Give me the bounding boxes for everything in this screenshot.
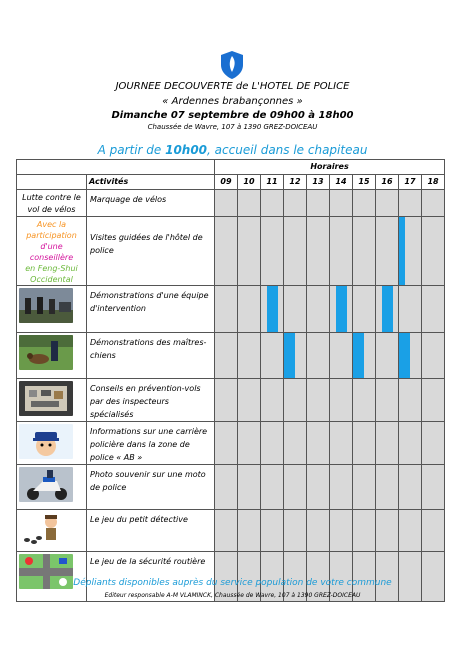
time-slot xyxy=(215,286,238,333)
subtitle-line: « Ardennes brabançonnes » xyxy=(162,96,303,107)
intervention-team-photo xyxy=(19,288,73,323)
time-slot xyxy=(215,333,238,379)
table-row xyxy=(17,217,445,286)
table-row xyxy=(17,379,445,422)
time-slot xyxy=(353,422,376,465)
time-slot xyxy=(261,190,284,217)
time-slot xyxy=(307,217,330,286)
time-slot xyxy=(215,379,238,422)
row-photo-cell xyxy=(17,465,87,510)
row-photo-cell xyxy=(17,510,87,552)
time-slot xyxy=(284,190,307,217)
hour-header-14: 14 xyxy=(330,175,353,190)
hour-header-17: 17 xyxy=(399,175,422,190)
time-slot xyxy=(422,333,445,379)
header-row-hours xyxy=(17,175,445,190)
table-row xyxy=(17,286,445,333)
time-slot xyxy=(284,217,307,286)
time-slot xyxy=(330,217,353,286)
time-slot xyxy=(422,190,445,217)
activity-text: Visites guidées de l'hôtel de police xyxy=(87,217,215,286)
table-row xyxy=(17,465,445,510)
police-logo-icon xyxy=(219,50,245,80)
time-slot xyxy=(376,379,399,422)
time-slot xyxy=(284,379,307,422)
time-slot xyxy=(215,190,238,217)
activity-text: Le jeu du petit détective xyxy=(87,510,215,552)
time-slot xyxy=(376,190,399,217)
time-slot xyxy=(215,510,238,552)
time-slot xyxy=(376,422,399,465)
header-row-horaires xyxy=(17,160,445,175)
time-slot xyxy=(399,510,422,552)
active-slot-fill xyxy=(382,286,393,332)
time-slot xyxy=(238,190,261,217)
time-slot xyxy=(422,422,445,465)
time-slot xyxy=(422,510,445,552)
time-slot xyxy=(284,465,307,510)
footer-editor: Editeur responsable A-M VLAMINCK, Chaussée de Wavre, 107 à 1390 GREZ-DOICEAU xyxy=(104,592,361,599)
row-photo-cell xyxy=(17,333,87,379)
activity-text: Informations sur une carrière policière dans la zone de police « AB » xyxy=(87,422,215,465)
horaires-header: Horaires xyxy=(215,160,445,175)
time-slot xyxy=(376,465,399,510)
hour-header-15: 15 xyxy=(353,175,376,190)
activity-text: Photo souvenir sur une moto de police xyxy=(87,465,215,510)
time-slot xyxy=(261,465,284,510)
time-slot xyxy=(353,217,376,286)
time-slot xyxy=(307,286,330,333)
time-slot xyxy=(330,333,353,379)
active-slot-fill xyxy=(399,333,410,378)
time-slot xyxy=(376,333,399,379)
title-line: JOURNEE DECOUVERTE de L'HOTEL DE POLICE xyxy=(115,81,350,92)
time-slot xyxy=(353,333,376,379)
time-slot xyxy=(284,422,307,465)
footer-note: Dépliants disponibles auprès du service population de votre commune xyxy=(73,578,392,588)
time-slot xyxy=(284,333,307,379)
time-slot xyxy=(307,510,330,552)
time-slot xyxy=(238,465,261,510)
time-slot xyxy=(307,333,330,379)
hour-header-16: 16 xyxy=(376,175,399,190)
time-slot xyxy=(353,286,376,333)
table-row xyxy=(17,333,445,379)
activity-text: Conseils en prévention-vols par des inspecteurs spécialisés xyxy=(87,379,215,422)
table-row xyxy=(17,510,445,552)
table-row xyxy=(17,190,445,217)
time-slot xyxy=(284,286,307,333)
time-slot xyxy=(330,422,353,465)
time-slot xyxy=(238,286,261,333)
time-slot xyxy=(399,286,422,333)
time-slot xyxy=(215,465,238,510)
time-slot xyxy=(353,465,376,510)
time-slot xyxy=(238,333,261,379)
time-slot xyxy=(238,510,261,552)
time-slot xyxy=(399,333,422,379)
time-slot xyxy=(399,217,422,286)
time-slot xyxy=(422,465,445,510)
time-slot xyxy=(399,379,422,422)
time-slot xyxy=(330,510,353,552)
activity-text: Le jeu de la sécurité routière xyxy=(87,552,215,602)
time-slot xyxy=(238,379,261,422)
row-label: Lutte contre le vol de vélos xyxy=(17,190,87,217)
active-slot-fill xyxy=(399,217,405,285)
table-row xyxy=(17,422,445,465)
time-slot xyxy=(215,217,238,286)
time-slot xyxy=(399,422,422,465)
activity-text: Marquage de vélos xyxy=(87,190,215,217)
row-photo-cell xyxy=(17,286,87,333)
active-slot-fill xyxy=(353,333,364,378)
time-slot xyxy=(307,379,330,422)
hour-header-11: 11 xyxy=(261,175,284,190)
time-slot xyxy=(261,379,284,422)
time-slot xyxy=(261,217,284,286)
hour-header-12: 12 xyxy=(284,175,307,190)
police-career-cartoon xyxy=(19,424,73,459)
theft-prevention-photo xyxy=(19,381,73,416)
date-line: Dimanche 07 septembre de 09h00 à 18h00 xyxy=(111,110,354,121)
welcome-line: A partir de 10h00, accueil dans le chapiteau xyxy=(97,143,368,157)
time-slot xyxy=(330,379,353,422)
time-slot xyxy=(215,422,238,465)
time-slot xyxy=(307,422,330,465)
time-slot xyxy=(353,379,376,422)
hour-header-09: 09 xyxy=(215,175,238,190)
activity-text: Démonstrations des maîtres-chiens xyxy=(87,333,215,379)
time-slot xyxy=(261,422,284,465)
police-dogs-photo xyxy=(19,335,73,370)
active-slot-fill xyxy=(284,333,295,378)
hour-header-18: 18 xyxy=(422,175,445,190)
detective-cartoon xyxy=(19,512,73,547)
schedule-table xyxy=(16,159,445,602)
time-slot xyxy=(376,217,399,286)
time-slot xyxy=(422,286,445,333)
time-slot xyxy=(353,510,376,552)
hour-header-10: 10 xyxy=(238,175,261,190)
time-slot xyxy=(261,510,284,552)
time-slot xyxy=(330,286,353,333)
time-slot xyxy=(399,190,422,217)
police-motorbike-photo xyxy=(19,467,73,502)
address-line: Chaussée de Wavre, 107 à 1390 GREZ-DOICEAU xyxy=(147,123,318,131)
time-slot xyxy=(353,190,376,217)
time-slot xyxy=(307,190,330,217)
time-slot xyxy=(261,333,284,379)
hour-header-13: 13 xyxy=(307,175,330,190)
time-slot xyxy=(238,422,261,465)
time-slot xyxy=(330,465,353,510)
time-slot xyxy=(284,510,307,552)
time-slot xyxy=(330,190,353,217)
active-slot-fill xyxy=(267,286,278,332)
activites-header: Activités xyxy=(87,175,215,190)
activity-text: Démonstrations d'une équipe d'intervention xyxy=(87,286,215,333)
row-photo-cell xyxy=(17,379,87,422)
time-slot xyxy=(376,510,399,552)
time-slot xyxy=(238,217,261,286)
row-photo-cell xyxy=(17,422,87,465)
time-slot xyxy=(399,465,422,510)
time-slot xyxy=(261,286,284,333)
time-slot xyxy=(307,465,330,510)
active-slot-fill xyxy=(336,286,347,332)
time-slot xyxy=(376,286,399,333)
row-label: Avec la participation d'une conseillère en Feng-Shui Occidental xyxy=(17,217,87,286)
time-slot xyxy=(422,379,445,422)
time-slot xyxy=(422,217,445,286)
